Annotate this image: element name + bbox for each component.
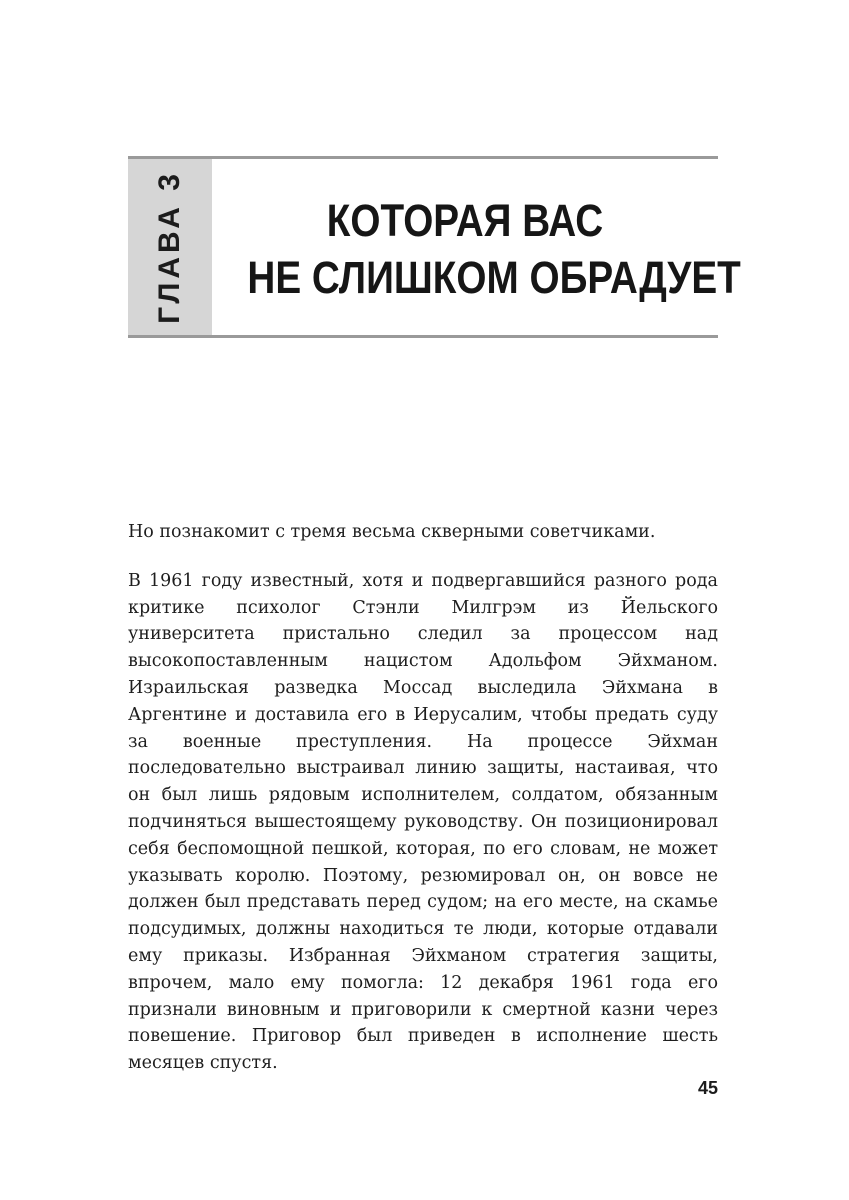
chapter-header [128,156,741,338]
chapter-label: ГЛАВА 3 [153,170,186,324]
chapter-tab [128,159,212,335]
body-text [128,519,718,1077]
page-number: 45 [697,1078,718,1098]
body-paragraph: В 1961 году известный, хотя и подвергавшийся разного рода критике психолог Стэнли Милгрэм из Йельского университета пристально следил за процессом над высокопоставленным нацистом Адольфом Эйхманом. Израильская разведка Моссад выследила Эйхмана в Аргентине и доставила его в Иерусалим, чтобы предать суду за военные преступления. На процессе Эйхман последовательно выстраивал линию защиты, настаивая, что он был лишь рядовым исполнителем, солдатом, обязанным подчиняться вышестоящему руководству. Он позиционировал себя беспомощной пешкой, которая, по его словам, не может указывать королю. Поэтому, резюмировал он, он вовсе не должен был представать перед судом; на его месте, на скамье подсудимых, должны находиться те люди, которые отдавали ему приказы. Избранная Эйхманом стратегия защиты, впрочем, мало ему помогла: 12 декабря 1961 года его признали виновным и приговорили к смертной казни через повешение. Приговор был приведен в исполнение шесть месяцев спустя. [128,570,718,1074]
chapter-title-line-2: НЕ СЛИШКОМ ОБРАДУЕТ [247,252,741,303]
chapter-title [247,192,741,306]
chapter-title-line-1: КОТОРАЯ ВАС [326,195,604,246]
lead-paragraph: Но познакомит с тремя весьма скверными советчиками. [128,522,656,542]
